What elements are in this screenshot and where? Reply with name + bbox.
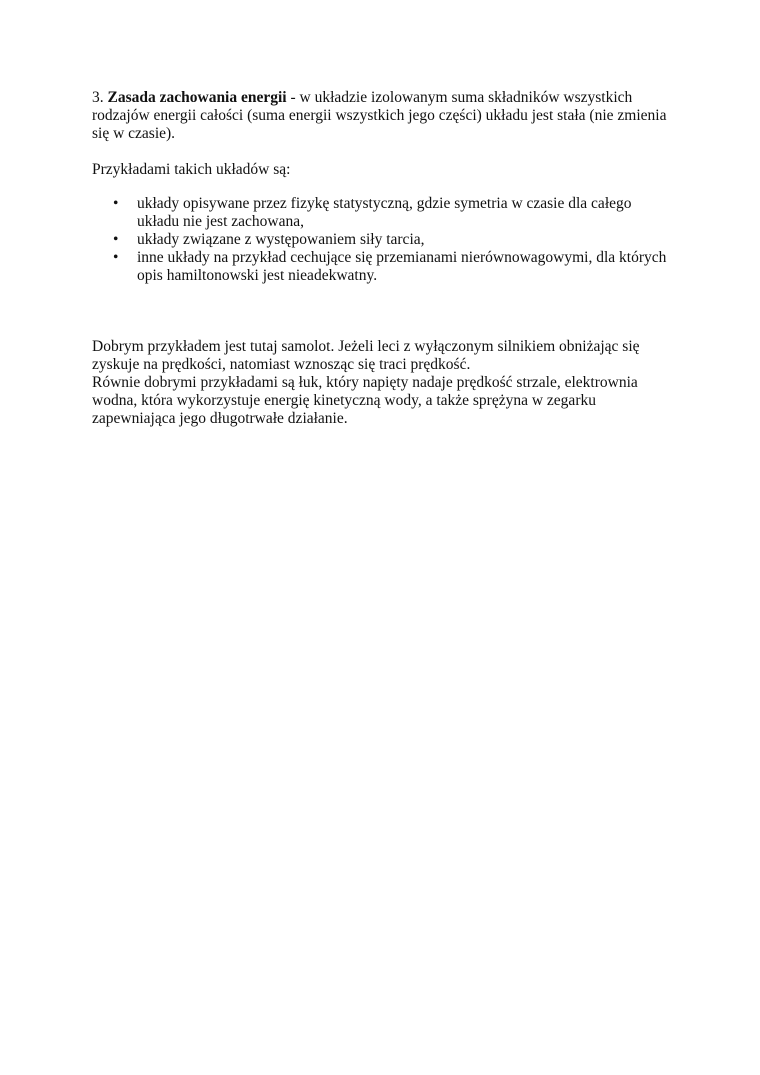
paragraph-line: Równie dobrymi przykładami są łuk, który napięty nadaje prędkość strzale, elektrownia	[92, 374, 638, 391]
bullet-icon: •	[113, 231, 119, 248]
paragraph-line: zapewniająca jego długotrwałe działanie.	[92, 410, 348, 427]
section-text: rodzajów energii całości (suma energii wszystkich jego części) układu jest stała (nie zmienia	[92, 107, 667, 124]
section-text: - w układzie izolowanym suma składników wszystkich	[286, 89, 633, 106]
section-heading-line	[92, 89, 632, 107]
paragraph-line: Dobrym przykładem jest tutaj samolot. Jeżeli leci z wyłączonym silnikiem obniżając się	[92, 338, 640, 355]
bullet-icon: •	[113, 195, 119, 212]
paragraph-line: zyskuje na prędkości, natomiast wznosząc się traci prędkość.	[92, 356, 471, 373]
paragraph-line: wodna, która wykorzystuje energię kinetyczną wody, a także sprężyna w zegarku	[92, 392, 596, 409]
list-item: układu nie jest zachowana,	[137, 213, 304, 230]
section-heading: Zasada zachowania energii	[107, 89, 287, 106]
section-text: się w czasie).	[92, 125, 176, 142]
list-item: inne układy na przykład cechujące się przemianami nierównowagowymi, dla których	[137, 249, 667, 266]
list-item: układy związane z występowaniem siły tarcia,	[137, 231, 425, 248]
examples-intro: Przykładami takich układów są:	[92, 161, 291, 178]
bullet-icon: •	[113, 249, 119, 266]
section-number: 3.	[92, 89, 104, 106]
list-item: układy opisywane przez fizykę statystyczną, gdzie symetria w czasie dla całego	[137, 195, 632, 212]
list-item: opis hamiltonowski jest nieadekwatny.	[137, 267, 378, 284]
